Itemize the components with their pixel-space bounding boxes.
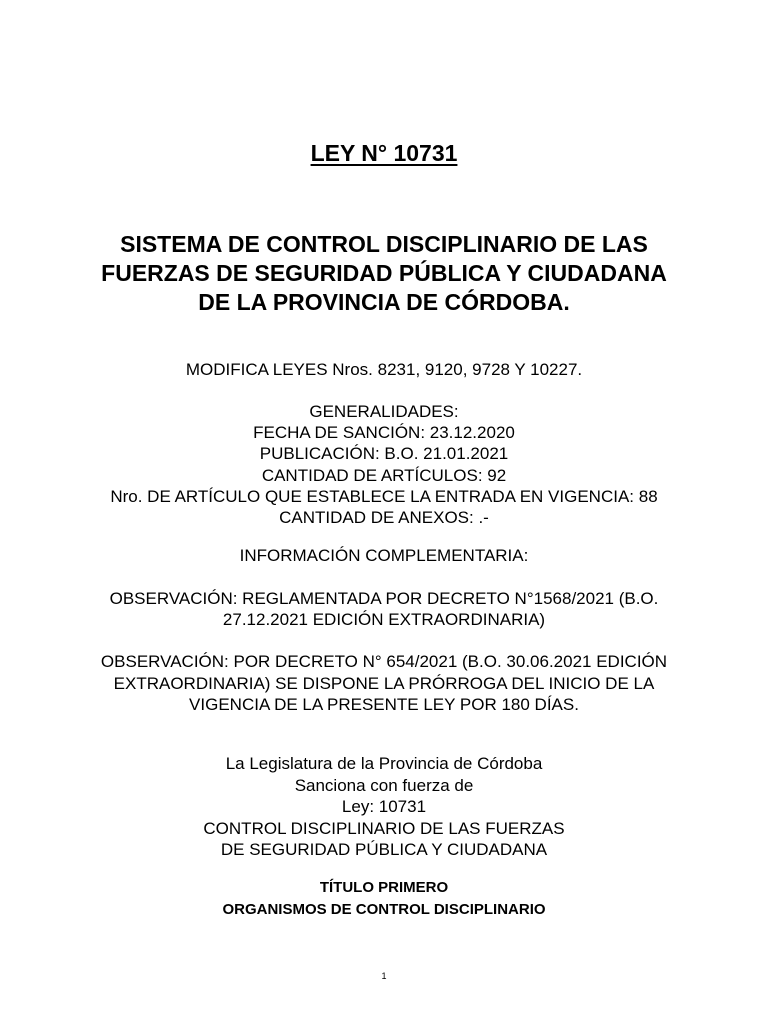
generalities-section [0, 401, 768, 528]
enactment-line: La Legislatura de la Provincia de Córdoba [225, 754, 543, 773]
annex-count: CANTIDAD DE ANEXOS: .- [279, 508, 489, 528]
complementary-info [0, 545, 768, 566]
observation-line: EXTRAORDINARIA) SE DISPONE LA PRÓRROGA DEL INICIO DE LA [113, 673, 655, 693]
observation-line: 27.12.2021 EDICIÓN EXTRAORDINARIA) [222, 610, 546, 629]
law-title-line: DE LA PROVINCIA DE CÓRDOBA. [198, 289, 570, 315]
law-number-heading [0, 139, 768, 167]
effective-article: Nro. DE ARTÍCULO QUE ESTABLECE LA ENTRADA EN VIGENCIA: 88 [110, 486, 658, 506]
enactment-line: Ley: 10731 [341, 797, 427, 816]
law-title-line: FUERZAS DE SEGURIDAD PÚBLICA Y CIUDADANA [101, 260, 667, 286]
title-one-label: TÍTULO PRIMERO [319, 879, 449, 896]
title-one-name: ORGANISMOS DE CONTROL DISCIPLINARIO [222, 901, 546, 918]
page-number [0, 970, 768, 982]
enactment-line: CONTROL DISCIPLINARIO DE LAS FUERZAS [203, 818, 565, 838]
modifies-laws [0, 359, 768, 380]
complementary-info-heading: INFORMACIÓN COMPLEMENTARIA: [239, 546, 529, 565]
publication-date: PUBLICACIÓN: B.O. 21.01.2021 [259, 444, 509, 464]
article-count: CANTIDAD DE ARTÍCULOS: 92 [261, 465, 507, 485]
generalities-heading: GENERALIDADES: [309, 402, 459, 421]
page-number-text: 1 [381, 971, 387, 981]
sanction-date: FECHA DE SANCIÓN: 23.12.2020 [253, 423, 515, 443]
observation-line: OBSERVACIÓN: POR DECRETO N° 654/2021 (B.O. 30.06.2021 EDICIÓN [100, 652, 668, 671]
enactment-formula [0, 753, 768, 861]
observation-extension [0, 651, 768, 716]
title-one-heading [0, 877, 768, 921]
enactment-line: DE SEGURIDAD PÚBLICA Y CIUDADANA [220, 840, 548, 859]
law-title-line: SISTEMA DE CONTROL DISCIPLINARIO DE LAS [120, 231, 648, 257]
observation-line: OBSERVACIÓN: REGLAMENTADA POR DECRETO N°1568/2021 (B.O. [109, 589, 659, 608]
law-title [0, 230, 768, 317]
enactment-line: Sanciona con fuerza de [294, 775, 474, 795]
observation-regulation [0, 588, 768, 630]
law-number: LEY N° 10731 [310, 140, 458, 166]
observation-line: VIGENCIA DE LA PRESENTE LEY POR 180 DÍAS. [189, 695, 579, 714]
modifies-laws-text: MODIFICA LEYES Nros. 8231, 9120, 9728 Y 10227. [185, 360, 583, 379]
